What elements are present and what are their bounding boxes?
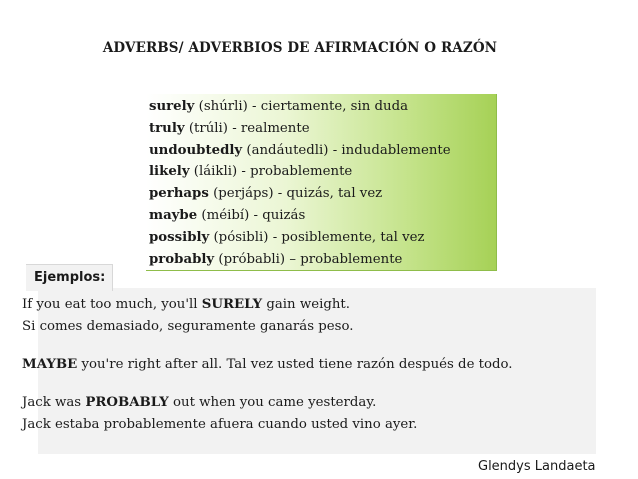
adverb-item [149, 96, 496, 118]
example-sentence-es: Jack estaba probablemente afuera cuando usted vino ayer. [22, 417, 418, 432]
adverb-word: truly [149, 120, 185, 136]
example-text-part: out when you came yesterday. [168, 395, 377, 410]
adverb-word: surely [149, 99, 195, 114]
example-sentence-mixed [22, 354, 602, 376]
adverb-word: possibly [149, 229, 210, 245]
adverb-word: maybe [149, 207, 198, 223]
examples-label: Ejemplos: [26, 264, 113, 291]
examples-text [22, 294, 602, 436]
adverb-item [149, 161, 496, 183]
adverb-item [149, 118, 496, 140]
example-text-part: Jack was [22, 395, 86, 410]
adverb-definition: (láikli) - probablemente [189, 164, 353, 180]
page-title: ADVERBS/ ADVERBIOS DE AFIRMACIÓN O RAZÓN [102, 40, 498, 56]
adverb-list-box [146, 94, 497, 271]
adverb-definition: (shúrli) - ciertamente, sin duda [194, 99, 409, 114]
example-text-part: you're right after all. Tal vez usted tiene razón después de todo. [77, 357, 513, 372]
adverb-item [149, 205, 496, 227]
adverb-word: undoubtedly [149, 142, 243, 158]
adverb-definition: (pósibli) - posiblemente, tal vez [209, 229, 425, 245]
example-sentence-en [22, 392, 602, 414]
example-text-part: If you eat too much, you'll [22, 297, 202, 312]
example-adverb: PROBABLY [85, 395, 169, 410]
example-adverb: SURELY [201, 297, 263, 312]
adverb-definition: (méibí) - quizás [197, 207, 306, 223]
adverb-item [149, 183, 496, 205]
author-credit: Glendys Landaeta [478, 459, 596, 474]
adverb-definition: (trúli) - realmente [184, 120, 310, 136]
adverb-item [149, 140, 496, 162]
adverb-word: probably [149, 251, 215, 267]
adverb-definition: (próbabli) – probablemente [214, 251, 403, 267]
example-adverb: MAYBE [22, 357, 78, 372]
adverb-word: likely [149, 164, 190, 180]
adverb-definition: (andáutedli) - indudablemente [242, 142, 451, 158]
adverb-item [149, 227, 496, 249]
example-sentence-en [22, 294, 602, 316]
adverb-item [149, 249, 496, 271]
example-text-part: gain weight. [262, 297, 350, 312]
adverb-word: perhaps [149, 186, 209, 202]
example-sentence-es: Si comes demasiado, seguramente ganarás peso. [22, 319, 354, 334]
adverb-definition: (perjáps) - quizás, tal vez [208, 186, 383, 202]
